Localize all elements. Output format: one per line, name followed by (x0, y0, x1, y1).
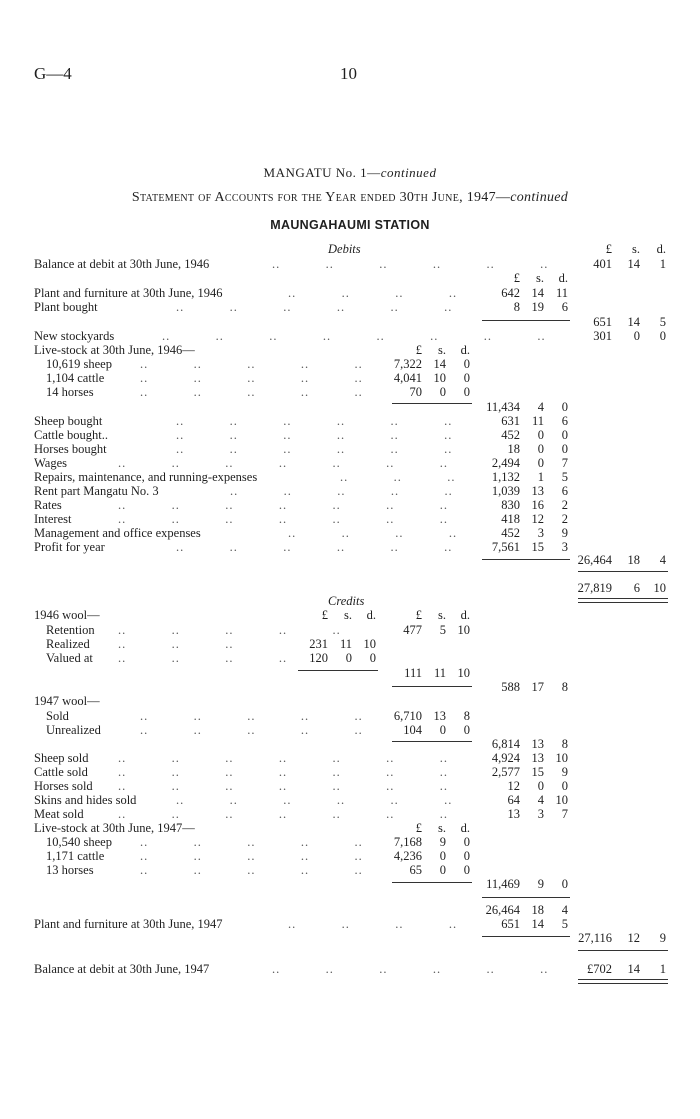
amount-pence: 8 (463, 709, 470, 723)
sum-rule (578, 571, 668, 572)
amount-pence: 0 (659, 329, 666, 343)
leader-dots: .. .. .. .. .. (140, 709, 363, 723)
amount-pence: 0 (463, 385, 470, 399)
leader-dots: .. .. .. .. .. (140, 849, 363, 863)
amount-pence: 4 (659, 553, 666, 567)
amount-shillings: 17 (531, 680, 544, 694)
ledger-row-label: 1947 wool— (34, 694, 100, 708)
credits-heading: Credits (328, 594, 365, 608)
amount-pounds: 27,116 (578, 931, 612, 945)
ledger-row-label: Plant and furniture at 30th June, 1946 (34, 286, 223, 300)
ledger-row-label: Cattle bought.. (34, 428, 108, 442)
leader-dots: .. .. .. (118, 637, 234, 651)
amount-pence: 0 (463, 357, 470, 371)
ledger-row-label: Sold (46, 709, 69, 723)
amount-shillings: 14 (627, 257, 640, 271)
leader-dots: .. .. .. .. .. (140, 357, 363, 371)
amount-pounds: 651 (501, 917, 520, 931)
amount-pounds: 301 (593, 329, 612, 343)
amount-pounds: 12 (507, 779, 520, 793)
amount-pounds: 4,924 (491, 751, 520, 765)
ledger-row-label: Horses bought (34, 442, 107, 456)
amount-pounds: 70 (409, 385, 422, 399)
amount-pounds: 2,494 (491, 456, 520, 470)
amount-shillings: 0 (537, 442, 544, 456)
ledger-row-label: Repairs, maintenance, and running-expenses (34, 470, 258, 484)
leader-dots: .. .. .. .. .. .. (176, 428, 453, 442)
leader-dots: .. .. .. .. .. .. .. (118, 807, 448, 821)
ledger-row-label: Balance at debit at 30th June, 1946 (34, 257, 210, 271)
ledger-row-label: New stockyards (34, 329, 115, 343)
amount-pence: 0 (463, 863, 470, 877)
statement-title-continued: continued (510, 190, 569, 205)
amount-pounds: £702 (587, 962, 612, 976)
amount-pounds: 830 (501, 498, 520, 512)
col-head-pence: d. (460, 343, 470, 357)
ledger-row-label: Wages (34, 456, 68, 470)
amount-pence: 10 (457, 623, 470, 637)
amount-shillings: 0 (633, 329, 640, 343)
ledger-row-label: 1,104 cattle (46, 371, 105, 385)
leader-dots: .. .. .. (340, 470, 456, 484)
amount-shillings: 14 (433, 357, 446, 371)
col-head-pence: d. (460, 608, 470, 622)
amount-shillings: 6 (633, 581, 640, 595)
amount-shillings: 11 (339, 637, 352, 651)
ledger-row-label: Plant bought (34, 300, 98, 314)
amount-pence: 4 (561, 903, 568, 917)
amount-pounds: 651 (593, 315, 612, 329)
leader-dots: .. .. .. .. .. .. .. (118, 456, 448, 470)
leader-dots: .. .. .. .. .. .. (176, 300, 453, 314)
col-head-shillings: s. (344, 608, 352, 622)
leader-dots: .. .. .. .. .. .. .. (118, 498, 448, 512)
amount-shillings: 0 (537, 428, 544, 442)
leader-dots: .. .. .. .. .. .. (176, 540, 453, 554)
col-head-pounds: £ (415, 821, 422, 835)
amount-pounds: 452 (501, 526, 520, 540)
amount-pence: 10 (457, 666, 470, 680)
leader-dots: .. .. .. .. .. .. (272, 962, 549, 976)
amount-pence: 9 (659, 931, 666, 945)
amount-pence: 1 (659, 962, 666, 976)
ledger-row-label: Management and office expenses (34, 526, 201, 540)
amount-shillings: 0 (537, 779, 544, 793)
amount-pence: 3 (561, 540, 568, 554)
amount-shillings: 13 (433, 709, 446, 723)
leader-dots: .. .. .. .. .. (140, 863, 363, 877)
amount-shillings: 14 (627, 315, 640, 329)
amount-shillings: 12 (531, 512, 544, 526)
amount-shillings: 0 (345, 651, 352, 665)
amount-pence: 5 (561, 470, 568, 484)
amount-pounds: 418 (501, 512, 520, 526)
amount-pounds: 7,561 (491, 540, 520, 554)
amount-pence: 0 (561, 400, 568, 414)
amount-pence: 1 (659, 257, 666, 271)
amount-shillings: 3 (537, 526, 544, 540)
amount-shillings: 3 (537, 807, 544, 821)
amount-pounds: 13 (507, 807, 520, 821)
amount-shillings: 0 (439, 385, 446, 399)
amount-pence: 2 (561, 498, 568, 512)
amount-pounds: 8 (513, 300, 520, 314)
sum-rule (298, 670, 378, 671)
leader-dots: .. .. .. .. .. .. .. (118, 779, 448, 793)
ledger-row-label: Balance at debit at 30th June, 1947 (34, 962, 210, 976)
leader-dots: .. .. .. .. .. .. .. (118, 751, 448, 765)
amount-shillings: 13 (531, 484, 544, 498)
amount-pence: 2 (561, 512, 568, 526)
ledger-row-label: Cattle sold (34, 765, 88, 779)
sum-rule (392, 741, 472, 742)
amount-shillings: 14 (531, 286, 544, 300)
amount-pounds: 120 (309, 651, 328, 665)
amount-pence: 6 (561, 484, 568, 498)
amount-pounds: 7,322 (393, 357, 422, 371)
ledger-row-label: Interest (34, 512, 72, 526)
ledger-row-label: Profit for year (34, 540, 105, 554)
amount-shillings: 4 (537, 400, 544, 414)
amount-shillings: 5 (439, 623, 446, 637)
amount-pence: 8 (561, 737, 568, 751)
statement-title (0, 190, 700, 206)
sum-rule (392, 403, 472, 404)
amount-shillings: 18 (531, 903, 544, 917)
sum-rule (578, 950, 668, 951)
amount-shillings: 0 (439, 723, 446, 737)
col-head-pence: d. (460, 821, 470, 835)
amount-pounds: 27,819 (577, 581, 612, 595)
amount-shillings: 18 (627, 553, 640, 567)
doc-title-continued: continued (380, 165, 437, 180)
leader-dots: .. .. .. .. .. (140, 371, 363, 385)
amount-shillings: 14 (627, 962, 640, 976)
amount-pounds: 401 (593, 257, 612, 271)
col-head-pounds: £ (415, 608, 422, 622)
leader-dots: .. .. .. .. (288, 286, 458, 300)
amount-pence: 0 (561, 877, 568, 891)
doc-title-main: MANGATU No. 1— (263, 165, 381, 180)
amount-shillings: 11 (531, 414, 544, 428)
col-head-shillings: s. (438, 343, 446, 357)
doc-title (0, 165, 700, 181)
amount-shillings: 15 (531, 765, 544, 779)
col-head-pounds: £ (605, 242, 612, 256)
ledger-row-label: Valued at (46, 651, 93, 665)
ledger-row-label: Meat sold (34, 807, 84, 821)
sum-rule (392, 686, 472, 687)
amount-pence: 10 (363, 637, 376, 651)
amount-shillings: 0 (439, 863, 446, 877)
amount-pounds: 26,464 (485, 903, 520, 917)
ledger-row-label: Sheep sold (34, 751, 89, 765)
col-head-pence: d. (366, 608, 376, 622)
amount-shillings: 11 (433, 666, 446, 680)
amount-pounds: 11,434 (486, 400, 520, 414)
total-double-rule (578, 979, 668, 984)
sum-rule (482, 559, 570, 560)
leader-dots: .. .. .. .. .. (140, 385, 363, 399)
amount-pence: 0 (561, 428, 568, 442)
ledger-row-label: 10,540 sheep (46, 835, 112, 849)
amount-pence: 0 (463, 849, 470, 863)
amount-pence: 11 (555, 286, 568, 300)
amount-pence: 7 (561, 456, 568, 470)
amount-pounds: 477 (403, 623, 422, 637)
amount-pence: 6 (561, 414, 568, 428)
leader-dots: .. .. .. .. .. (140, 723, 363, 737)
amount-shillings: 19 (531, 300, 544, 314)
ledger-row-label: 1,171 cattle (46, 849, 105, 863)
amount-pence: 5 (561, 917, 568, 931)
ledger-row-label: Rent part Mangatu No. 3 (34, 484, 159, 498)
amount-shillings: 15 (531, 540, 544, 554)
amount-pounds: 26,464 (577, 553, 612, 567)
debits-heading: Debits (328, 242, 361, 256)
col-head-pence: d. (558, 271, 568, 285)
ledger-row-label: Live-stock at 30th June, 1947— (34, 821, 195, 835)
amount-pence: 0 (561, 779, 568, 793)
amount-pence: 7 (561, 807, 568, 821)
ledger-row-label: Horses sold (34, 779, 93, 793)
amount-shillings: 13 (531, 751, 544, 765)
amount-pence: 6 (561, 300, 568, 314)
leader-dots: .. .. .. .. (288, 917, 458, 931)
leader-dots: .. .. .. .. .. .. .. (118, 765, 448, 779)
amount-pence: 9 (561, 765, 568, 779)
col-head-pounds: £ (321, 608, 328, 622)
amount-shillings: 9 (439, 835, 446, 849)
amount-pounds: 588 (501, 680, 520, 694)
page-code: G—4 (34, 64, 72, 83)
col-head-shillings: s. (632, 242, 640, 256)
amount-shillings: 1 (537, 470, 544, 484)
amount-shillings: 9 (537, 877, 544, 891)
amount-pounds: 631 (501, 414, 520, 428)
amount-shillings: 0 (537, 456, 544, 470)
amount-pounds: 6,710 (393, 709, 422, 723)
amount-shillings: 14 (531, 917, 544, 931)
leader-dots: .. .. .. .. .. .. (176, 414, 453, 428)
amount-shillings: 12 (627, 931, 640, 945)
amount-pounds: 6,814 (491, 737, 520, 751)
leader-dots: .. .. .. .. .. (118, 623, 341, 637)
ledger-row-label: 14 horses (46, 385, 94, 399)
col-head-pounds: £ (513, 271, 520, 285)
ledger-row-label: Sheep bought (34, 414, 103, 428)
col-head-shillings: s. (438, 608, 446, 622)
ledger-row-label: Rates (34, 498, 62, 512)
col-head-shillings: s. (438, 821, 446, 835)
sum-rule (482, 936, 570, 937)
amount-pence: 9 (561, 526, 568, 540)
amount-pounds: 104 (403, 723, 422, 737)
amount-shillings: 16 (531, 498, 544, 512)
amount-pence: 10 (555, 793, 568, 807)
amount-pounds: 452 (501, 428, 520, 442)
ledger-row-label: Unrealized (46, 723, 101, 737)
leader-dots: .. .. .. .. .. (230, 484, 453, 498)
col-head-shillings: s. (536, 271, 544, 285)
amount-pounds: 1,039 (491, 484, 520, 498)
amount-shillings: 4 (537, 793, 544, 807)
sum-rule (392, 882, 472, 883)
ledger-row-label: 10,619 sheep (46, 357, 112, 371)
amount-pence: 10 (653, 581, 666, 595)
amount-pence: 0 (369, 651, 376, 665)
ledger-row-label: Skins and hides sold (34, 793, 137, 807)
amount-pounds: 18 (507, 442, 520, 456)
sum-rule (482, 320, 570, 321)
amount-pence: 10 (555, 751, 568, 765)
leader-dots: .. .. .. .. .. (140, 835, 363, 849)
amount-pounds: 231 (309, 637, 328, 651)
amount-pence: 0 (463, 835, 470, 849)
amount-pounds: 1,132 (491, 470, 520, 484)
leader-dots: .. .. .. .. (288, 526, 458, 540)
ledger-row-label: 1946 wool— (34, 608, 100, 622)
amount-pounds: 642 (501, 286, 520, 300)
leader-dots: .. .. .. .. .. .. .. .. (162, 329, 546, 343)
amount-pounds: 4,041 (393, 371, 422, 385)
amount-pounds: 4,236 (393, 849, 422, 863)
amount-shillings: 13 (531, 737, 544, 751)
ledger-row-label: Live-stock at 30th June, 1946— (34, 343, 195, 357)
amount-pounds: 2,577 (491, 765, 520, 779)
ledger-row-label: Realized (46, 637, 90, 651)
leader-dots: .. .. .. .. .. .. (176, 442, 453, 456)
col-head-pounds: £ (415, 343, 422, 357)
amount-pounds: 11,469 (486, 877, 520, 891)
ledger-row-label: Retention (46, 623, 95, 637)
leader-dots: .. .. .. .. .. .. .. (118, 512, 448, 526)
amount-pence: 0 (561, 442, 568, 456)
amount-pence: 0 (463, 723, 470, 737)
amount-pence: 0 (463, 371, 470, 385)
ledger-row-label: 13 horses (46, 863, 94, 877)
total-double-rule (578, 598, 668, 603)
amount-shillings: 0 (439, 849, 446, 863)
leader-dots: .. .. .. .. .. .. (272, 257, 549, 271)
amount-pounds: 65 (409, 863, 422, 877)
amount-pounds: 111 (404, 666, 422, 680)
amount-pence: 8 (561, 680, 568, 694)
amount-pence: 5 (659, 315, 666, 329)
station-heading: MAUNGAHAUMI STATION (270, 218, 430, 232)
leader-dots: .. .. .. .. (118, 651, 288, 665)
statement-title-main: Statement of Accounts for the Year ended 30th June, 1947— (131, 190, 511, 205)
leader-dots: .. .. .. .. .. .. (176, 793, 453, 807)
page-number: 10 (340, 64, 357, 83)
amount-pounds: 64 (507, 793, 520, 807)
sum-rule (482, 897, 570, 898)
col-head-pence: d. (656, 242, 666, 256)
ledger-row-label: Plant and furniture at 30th June, 1947 (34, 917, 223, 931)
amount-pounds: 7,168 (393, 835, 422, 849)
amount-shillings: 10 (433, 371, 446, 385)
